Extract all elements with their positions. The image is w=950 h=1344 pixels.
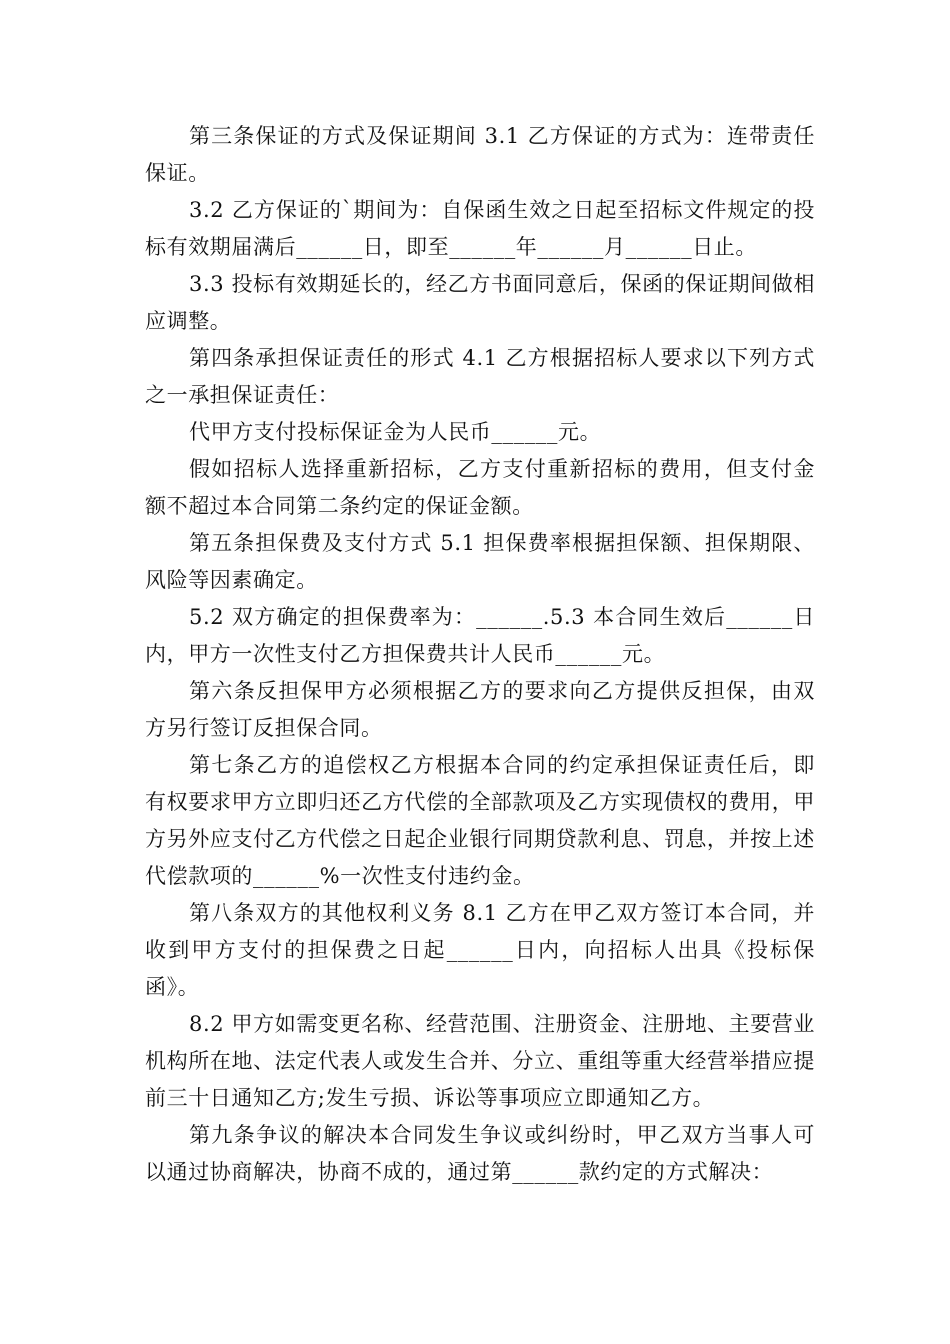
paragraph-4-option-1: 代甲方支付投标保证金为人民币______元。 [189,420,602,444]
paragraph-article-3: 第三条保证的方式及保证期间 3.1 乙方保证的方式为：连带责任保证。 [145,124,815,185]
paragraph-4-option-2: 假如招标人选择重新招标，乙方支付重新招标的费用，但支付金额不超过本合同第二条约定的保证金额。 [145,457,815,518]
paragraph-8-2: 8.2 甲方如需变更名称、经营范围、注册资金、注册地、主要营业机构所在地、法定代表人或发生合并、分立、重组等重大经营举措应提前三十日通知乙方;发生亏损、诉讼等事项应立即通知乙方。 [145,1012,815,1110]
paragraph-article-8: 第八条双方的其他权利义务 8.1 乙方在甲乙双方签订本合同，并收到甲方支付的担保费之日起______日内，向招标人出具《投标保函》。 [145,901,815,999]
paragraph-3-3: 3.3 投标有效期延长的，经乙方书面同意后，保函的保证期间做相应调整。 [145,272,815,333]
paragraph-article-9: 第九条争议的解决本合同发生争议或纠纷时，甲乙双方当事人可以通过协商解决，协商不成的，通过第______款约定的方式解决： [145,1123,815,1184]
paragraph-3-2: 3.2 乙方保证的`期间为：自保函生效之日起至招标文件规定的投标有效期届满后______日，即至______年______月______日止。 [145,198,815,259]
document-body [145,118,815,1191]
paragraph-article-5: 第五条担保费及支付方式 5.1 担保费率根据担保额、担保期限、风险等因素确定。 [145,531,815,592]
paragraph-5-2: 5.2 双方确定的担保费率为：______.5.3 本合同生效后______日内，甲方一次性支付乙方担保费共计人民币______元。 [145,605,815,666]
paragraph-article-7: 第七条乙方的追偿权乙方根据本合同的约定承担保证责任后，即有权要求甲方立即归还乙方代偿的全部款项及乙方实现债权的费用，甲方另外应支付乙方代偿之日起企业银行同期贷款利息、罚息，并按上述代偿款项的______%一次性支付违约金。 [145,753,815,888]
paragraph-article-6: 第六条反担保甲方必须根据乙方的要求向乙方提供反担保，由双方另行签订反担保合同。 [145,679,815,740]
paragraph-article-4: 第四条承担保证责任的形式 4.1 乙方根据招标人要求以下列方式之一承担保证责任： [145,346,815,407]
